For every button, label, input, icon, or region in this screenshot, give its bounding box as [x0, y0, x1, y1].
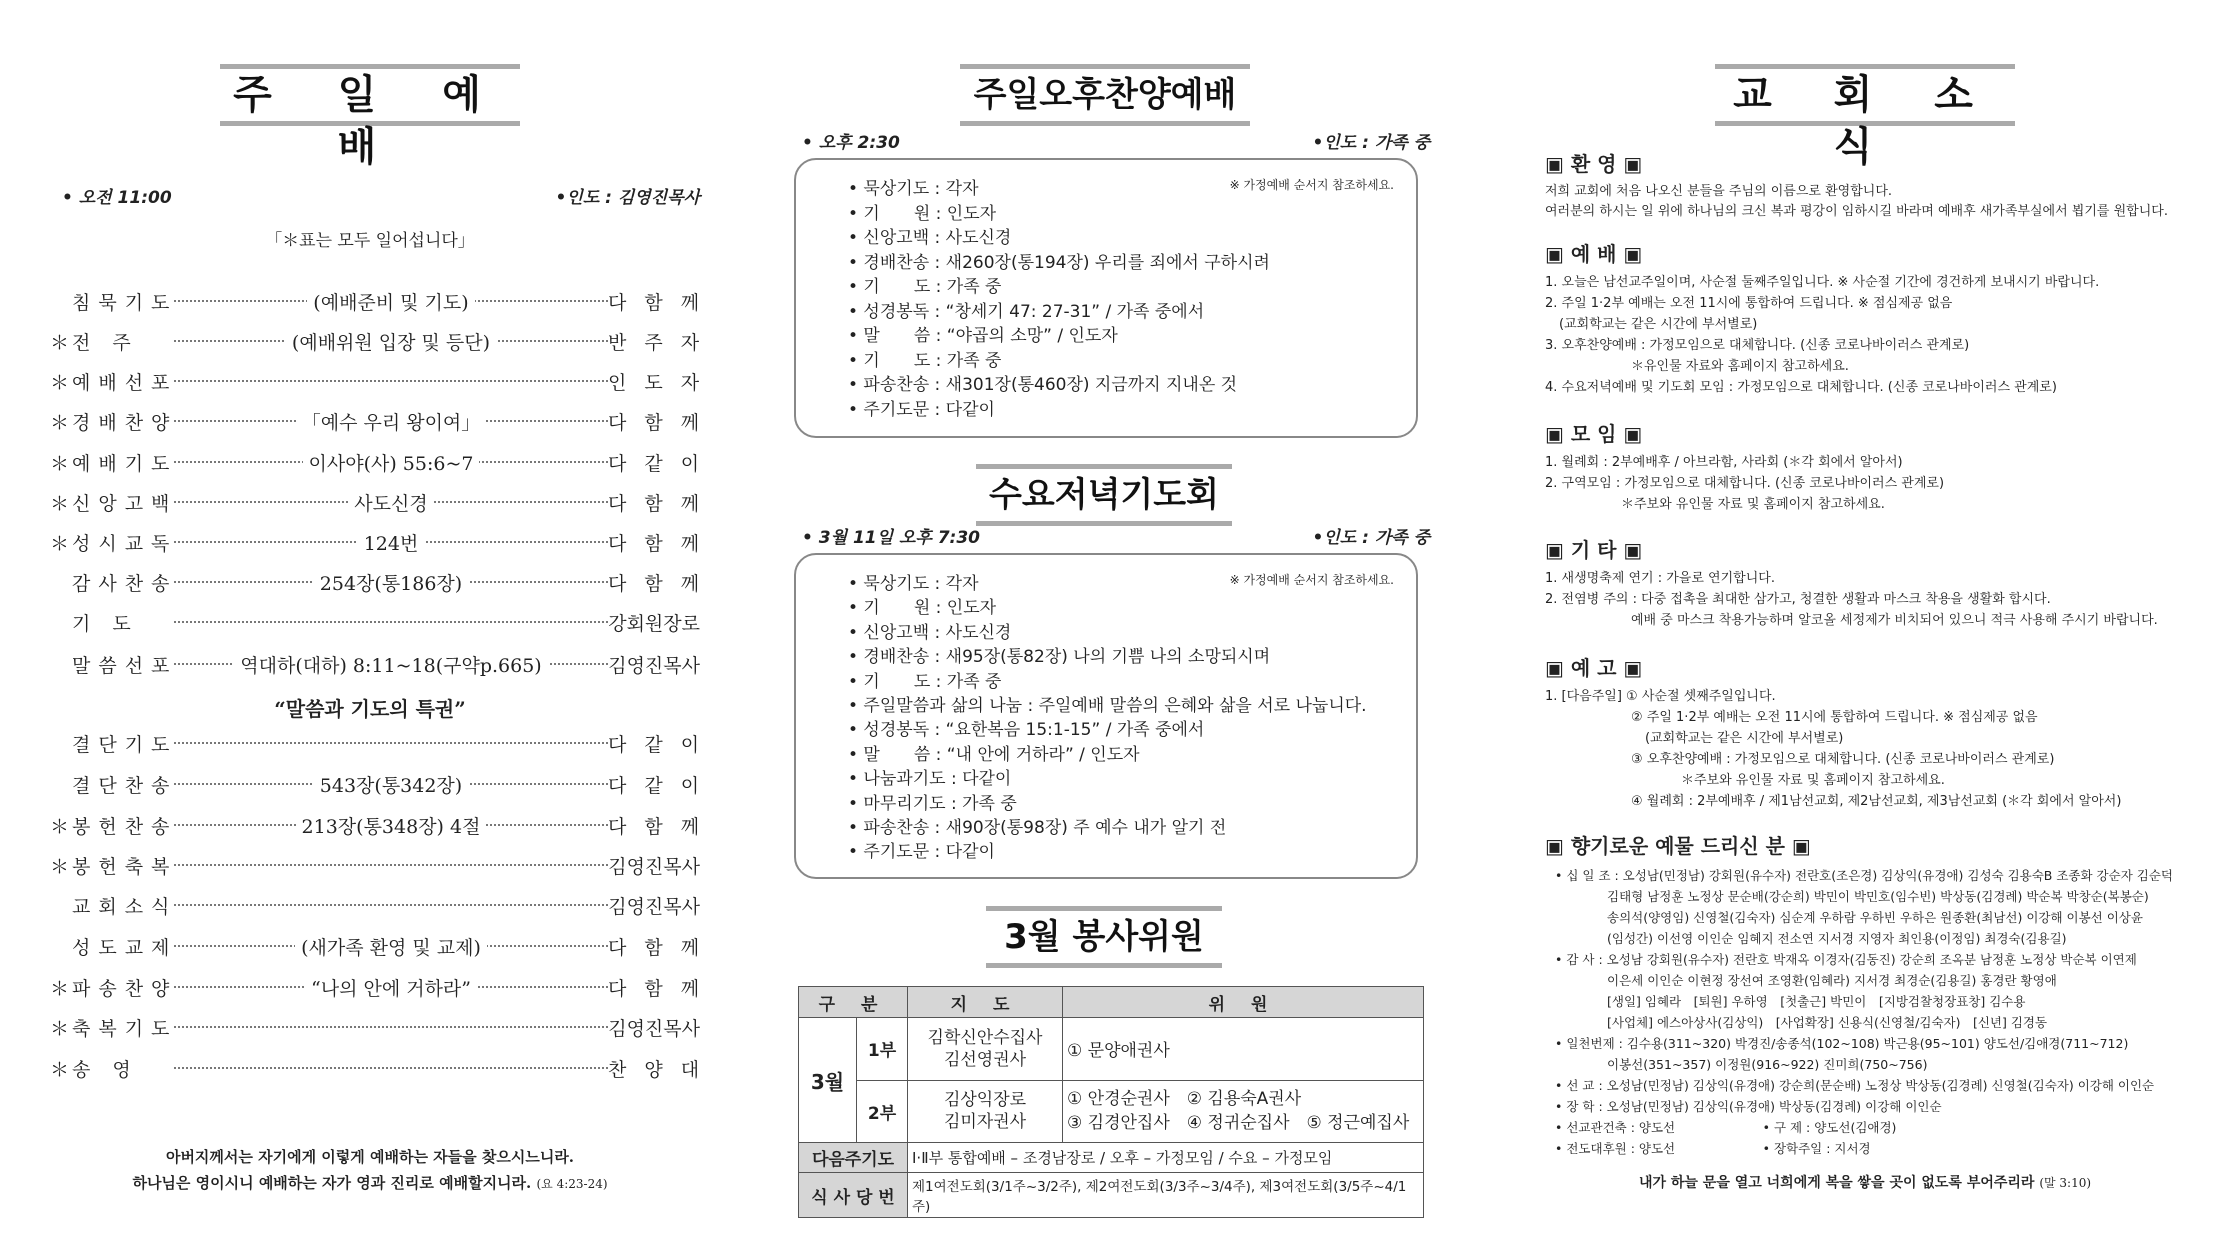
- order-row: [50, 408, 706, 448]
- order-item-content-text: 사도신경: [348, 493, 433, 515]
- order-item-leader: 강회원장로: [608, 613, 700, 635]
- welcome-heading: ▣ 환 영 ▣: [1545, 152, 1643, 176]
- welcome-line-2: 여러분의 하시는 일 위에 하나님의 크신 복과 평강이 임하시길 바라며 예배후 새가족부실에서 뵙기를 원합니다.: [1545, 204, 2168, 219]
- order-item-leader: 다 같 이: [608, 775, 706, 797]
- order-item-leader: 다 함 께: [608, 978, 706, 1000]
- order-line: • 묵상기도 : 각자: [848, 179, 979, 199]
- notice-heading: ▣ 예 고 ▣: [1545, 656, 1643, 680]
- notice-line-4: ④ 월례회 : 2부예배후 / 제1남선교회, 제2남선교회, 제3남선교회 (＊각 회에서 알아서): [1631, 794, 2122, 809]
- order-item-content: [174, 771, 608, 798]
- sunday-pm-order-box: [794, 158, 1418, 438]
- order-line: • 파송찬송 : 새90장(통98장) 주 예수 내가 알기 전: [848, 818, 1227, 838]
- dot-leader: [174, 621, 608, 623]
- part1-label: 1부: [857, 1018, 907, 1081]
- header-category: 구 분: [799, 987, 908, 1018]
- order-item-content: [174, 328, 608, 355]
- month-label: 3월: [799, 1018, 857, 1142]
- order-row: [50, 812, 706, 852]
- order-row: [50, 892, 700, 932]
- order-item-content: [174, 651, 608, 678]
- worship-line-2: 2. 주일 1·2부 예배는 오전 11시에 통합하여 드립니다. ※ 점심제공 없음: [1545, 296, 1953, 311]
- order-line: • 경배찬송 : 새95장(통82장) 나의 기쁨 나의 소망되시며: [848, 647, 1271, 668]
- order-item-name: 교회소식: [72, 896, 178, 918]
- offering-line: • 선교관건축 : 양도선 • 구 제 : 양도선(김애경): [1555, 1120, 1897, 1135]
- stand-marker: ＊: [50, 816, 70, 838]
- order-row: [50, 852, 700, 892]
- sunday-pm-note: ※ 가정예배 순서지 참조하세요.: [1229, 178, 1394, 192]
- stand-marker: ＊: [50, 493, 70, 515]
- service-title: 3월 봉사위원: [986, 906, 1222, 968]
- order-item-name: 신앙고백: [72, 493, 178, 515]
- stand-marker: ＊: [50, 533, 70, 555]
- offering-line: 이은세 이인순 이현정 장선여 조영환(임혜라) 지서경 최경순(김용길) 홍경란 황영애: [1607, 973, 2057, 988]
- order-line: • 주기도문 : 다같이: [848, 842, 995, 863]
- order-item-content: [174, 408, 608, 435]
- order-item-leader: 다 같 이: [608, 453, 706, 475]
- order-line: • 기 원 : 인도자: [848, 203, 997, 224]
- order-item-content: [174, 449, 608, 476]
- order-row: [50, 933, 706, 973]
- order-item-leader: 다 함 께: [608, 937, 706, 959]
- notice-line-2: ② 주일 1·2부 예배는 오전 11시에 통합하여 드립니다. ※ 점심제공 없음: [1631, 710, 2038, 725]
- part2-members: [1063, 1080, 1424, 1143]
- dot-leader: [174, 864, 608, 866]
- order-item-content-text: 213장(통348장) 4절: [296, 816, 487, 838]
- order-row: [50, 974, 706, 1014]
- sunday-pm-time: • 오후 2:30: [802, 133, 900, 153]
- order-item-content: [174, 812, 608, 839]
- worship-heading: ▣ 예 배 ▣: [1545, 242, 1643, 266]
- worship-line-4: 4. 수요저녁예배 및 기도회 모임 : 가정모임으로 대체합니다. (신종 코로나바이러스 관계로): [1545, 380, 2057, 395]
- order-item-leader: 김영진목사: [608, 655, 700, 677]
- order-item-leader: 김영진목사: [608, 856, 700, 878]
- church-news-title: 교 회 소 식: [1715, 64, 2015, 126]
- worship-line-1: 1. 오늘은 남선교주일이며, 사순절 둘째주일입니다. ※ 사순절 기간에 경건하게 보내시기 바랍니다.: [1545, 275, 2100, 290]
- verse-ref: (요 4:23-24): [536, 1177, 608, 1191]
- order-item-name: 경배찬양: [72, 412, 178, 434]
- header-members: 위 원: [1063, 987, 1424, 1018]
- part2-guide: 김상익장로 김미자권사: [908, 1080, 1063, 1143]
- order-item-content: [174, 489, 608, 516]
- offering-line: • 감 사 : 오성남 강회원(유수자) 전란호 박재옥 이경자(김동진) 강순희 조옥분 남정훈 노정상 박순복 이연제: [1555, 952, 2137, 967]
- stand-marker: ＊: [50, 856, 70, 878]
- stand-note: 「＊표는 모두 일어섭니다」: [265, 231, 475, 251]
- offering-line: [사업체] 에스아상사(김상익) [사업확장] 신용식(신영철/김숙자) [신년] 김경동: [1607, 1015, 2048, 1030]
- service-table: [798, 986, 1424, 1218]
- wed-time: • 3월 11일 오후 7:30: [802, 528, 980, 548]
- order-line: • 파송찬송 : 새301장(통460장) 지금까지 지내온 것: [848, 375, 1238, 395]
- offering-line: • 장 학 : 오성남(민정남) 김상익(유경애) 박상동(김경례) 이강해 이인순: [1555, 1099, 1942, 1114]
- order-line: • 주일말씀과 삶의 나눔 : 주일예배 말씀의 은혜와 삶을 서로 나눕니다.: [848, 696, 1367, 716]
- order-line: • 기 도 : 가족 중: [848, 671, 1002, 692]
- order-item-leader: 다 함 께: [608, 292, 706, 314]
- order-row: [50, 651, 700, 691]
- part2-members-line2: ③ 김경안집사 ④ 정귀순집사 ⑤ 정근예집사: [1067, 1113, 1410, 1134]
- order-row: [50, 1014, 700, 1054]
- table-row: [799, 1018, 1424, 1081]
- order-row: [50, 529, 706, 569]
- etc-line-2b: 예배 중 마스크 착용가능하며 알코올 세정제가 비치되어 있으니 적극 사용해 주시기 바랍니다.: [1631, 613, 2158, 628]
- dot-leader: [174, 1067, 608, 1069]
- wed-order-box: [794, 553, 1418, 879]
- meeting-line-2: 2. 구역모임 : 가정모임으로 대체합니다. (신종 코로나바이러스 관계로): [1545, 476, 1945, 491]
- order-line: • 신앙고백 : 사도신경: [848, 622, 1012, 643]
- order-row: [50, 1055, 706, 1095]
- worship-line-3b: ＊유인물 자료와 홈페이지 참고하세요.: [1631, 359, 1849, 374]
- verse-line-2-text: 하나님은 영이시니 예배하는 자가 영과 진리로 예배할지니라.: [132, 1174, 532, 1192]
- order-item-name: 결단찬송: [72, 775, 178, 797]
- notice-line-1: 1. [다음주일] ① 사순절 셋째주일입니다.: [1545, 689, 1776, 704]
- verse-line-1: 아버지께서는 자기에게 이렇게 예배하는 자들을 찾으시느니라.: [165, 1148, 575, 1166]
- order-item-leader: 김영진목사: [608, 1018, 700, 1040]
- sunday-worship-title: 주 일 예 배: [220, 64, 520, 126]
- order-item-leader: 다 함 께: [608, 412, 706, 434]
- next-prayer-value: Ⅰ·Ⅱ부 통합예배 – 조경남장로 / 오후 – 가정모임 / 수요 – 가정모임: [908, 1143, 1424, 1173]
- order-line: • 성경봉독 : “요한복음 15:1-15” / 가족 중에서: [848, 720, 1205, 741]
- offering-line: • 십 일 조 : 오성남(민정남) 강회원(유수자) 전란호(조은경) 김상익(유경애) 김성숙 김용숙B 조종화 강순자 김순덕: [1555, 868, 2173, 883]
- order-line: • 묵상기도 : 각자: [848, 574, 979, 594]
- order-item-name: 감사찬송: [72, 573, 178, 595]
- order-item-content: [174, 529, 608, 556]
- order-line: • 성경봉독 : “창세기 47: 27-31” / 가족 중에서: [848, 301, 1205, 322]
- order-line: • 신앙고백 : 사도신경: [848, 228, 1012, 248]
- worship-time: • 오전 11:00: [62, 188, 172, 208]
- dot-leader: [174, 904, 608, 906]
- offering-line: 이봉선(351~357) 이정원(916~922) 진미희(750~756): [1607, 1057, 1928, 1072]
- order-item-content-text: 이사야(사) 55:6~7: [303, 453, 480, 475]
- dot-leader: [174, 742, 608, 744]
- notice-line-2b: (교회학교는 같은 시간에 부서별로): [1645, 731, 1844, 746]
- next-prayer-label: 다음주기도: [799, 1143, 908, 1173]
- order-item-content: [174, 569, 608, 596]
- offering-line: • 선 교 : 오성남(민정남) 김상익(유경애) 강순희(문순배) 노정상 박상동(김경례) 신영철(김숙자) 이강해 이인순: [1555, 1078, 2155, 1093]
- stand-marker: ＊: [50, 372, 70, 394]
- order-item-leader: 다 함 께: [608, 816, 706, 838]
- sunday-pm-title: 주일오후찬양예배: [960, 64, 1250, 126]
- order-item-content-text: (새가족 환영 및 교제): [295, 937, 487, 959]
- order-item-name: 예배선포: [72, 372, 178, 394]
- part1-guide: 김학신안수집사 김선영권사: [908, 1018, 1063, 1081]
- order-line: • 나눔과기도 : 다같이: [848, 769, 1012, 790]
- order-item-name: 파송찬양: [72, 978, 178, 1000]
- dot-leader: [174, 1026, 608, 1028]
- offering-line: 김태형 남정훈 노정상 문순배(강순희) 박민이 박민호(임수빈) 박상동(김경례) 박순복 박창순(복봉순): [1607, 889, 2149, 904]
- order-row: [50, 771, 706, 811]
- meeting-line-1: 1. 월례회 : 2부예배후 / 아브라함, 사라회 (＊각 회에서 알아서): [1545, 455, 1903, 470]
- order-row: [50, 288, 706, 328]
- stand-marker: ＊: [50, 332, 70, 354]
- order-item-name: 성도교제: [72, 937, 178, 959]
- order-item-leader: 다 함 께: [608, 493, 706, 515]
- stand-marker: ＊: [50, 453, 70, 475]
- offering-line: • 전도대후원 : 양도선 • 장학주일 : 지서경: [1555, 1141, 1871, 1156]
- order-item-name: 말씀선포: [72, 655, 178, 677]
- meal-duty-value: 제1여전도회(3/1주~3/2주), 제2여전도회(3/3주~3/4주), 제3여전도회(3/5주~4/1주): [908, 1173, 1424, 1218]
- stand-marker: ＊: [50, 1059, 70, 1081]
- order-item-name: 봉헌찬송: [72, 816, 178, 838]
- order-item-content-text: 254장(통186장): [314, 573, 468, 595]
- stand-marker: ＊: [50, 412, 70, 434]
- meal-duty-label: 식 사 당 번: [799, 1173, 908, 1218]
- table-row: [799, 1143, 1424, 1173]
- part2-members-line1: ① 안경순권사 ② 김용숙A권사: [1067, 1089, 1302, 1110]
- etc-heading: ▣ 기 타 ▣: [1545, 538, 1643, 562]
- order-item-leader: 찬 양 대: [608, 1059, 706, 1081]
- part1-members: ① 문양애권사: [1063, 1018, 1424, 1081]
- sunday-pm-leader: •인도 : 가족 중: [1312, 133, 1430, 153]
- etc-line-1: 1. 새생명축제 연기 : 가을로 연기합니다.: [1545, 571, 1775, 586]
- order-item-leader: 다 함 께: [608, 533, 706, 555]
- order-item-name: 송 영: [72, 1059, 139, 1081]
- order-item-content-text: 역대하(대하) 8:11~18(구약p.665): [234, 655, 547, 677]
- order-item-content-text: 543장(통342장): [314, 775, 468, 797]
- order-row: [50, 328, 706, 368]
- wed-note: ※ 가정예배 순서지 참조하세요.: [1229, 573, 1394, 587]
- right-verse-ref: (말 3:10): [2039, 1176, 2092, 1190]
- order-item-leader: 인 도 자: [608, 372, 706, 394]
- order-item-leader: 다 함 께: [608, 573, 706, 595]
- order-row: [50, 449, 706, 489]
- part2-label: 2부: [867, 1103, 897, 1124]
- order-line: • 말 씀 : “내 안에 거하라” / 인도자: [848, 744, 1140, 765]
- order-item-name: 전 주: [72, 332, 139, 354]
- order-line: • 말 씀 : “야곱의 소망” / 인도자: [848, 326, 1118, 346]
- order-item-leader: 다 같 이: [608, 734, 706, 756]
- offering-line: 송의석(양영임) 신영철(김숙자) 심순계 우하람 우하빈 우하은 원종환(최남선) 이강해 이봉선 이상윤: [1607, 910, 2143, 925]
- order-item-leader: 반 주 자: [608, 332, 706, 354]
- order-line: • 경배찬송 : 새260장(통194장) 우리를 죄에서 구하시려: [848, 252, 1270, 273]
- order-line: • 주기도문 : 다같이: [848, 399, 995, 420]
- sermon-title: “말씀과 기도의 특권”: [274, 697, 466, 721]
- order-item-name: 축복기도: [72, 1018, 178, 1040]
- order-item-content-text: 124번: [358, 533, 425, 555]
- right-verse-text: 내가 하늘 문을 열고 너희에게 복을 쌓을 곳이 없도록 부어주리라: [1638, 1175, 2035, 1191]
- offering-line: • 일천번제 : 김수용(311~320) 박경진/송종석(102~108) 박근용(95~101) 양도선/김애경(711~712): [1555, 1036, 2129, 1051]
- wed-leader: •인도 : 가족 중: [1312, 528, 1430, 548]
- etc-line-2: 2. 전염병 주의 : 다중 접촉을 최대한 삼가고, 청결한 생활과 마스크 착용을 생활화 합시다.: [1545, 592, 2051, 607]
- order-item-content-text: (예배준비 및 기도): [307, 292, 474, 314]
- order-line: • 마무리기도 : 가족 중: [848, 793, 1017, 814]
- order-item-name: 결단기도: [72, 734, 178, 756]
- order-item-name: 예배기도: [72, 453, 178, 475]
- order-row: [50, 730, 706, 770]
- welcome-line-1: 저희 교회에 처음 나오신 분들을 주님의 이름으로 환영합니다.: [1545, 184, 1893, 199]
- offering-line: (임성간) 이선영 이인순 임혜지 전소연 지서경 지영자 최인용(이정임) 최경숙(김용길): [1607, 931, 2067, 946]
- meeting-line-2b: ＊주보와 유인물 자료 및 홈페이지 참고하세요.: [1621, 497, 1885, 512]
- worship-line-2b: (교회학교는 같은 시간에 부서별로): [1559, 317, 1758, 332]
- order-item-content: [174, 933, 608, 960]
- worship-leader: •인도 : 김영진목사: [555, 188, 700, 208]
- order-item-leader: 김영진목사: [608, 896, 700, 918]
- order-item-content: [174, 288, 608, 315]
- stand-marker: ＊: [50, 978, 70, 1000]
- verse-line-2: [40, 1172, 700, 1193]
- offering-heading: ▣ 향기로운 예물 드리신 분 ▣: [1545, 834, 1811, 858]
- month-cell: [799, 1018, 908, 1143]
- order-item-name: 기 도: [72, 613, 139, 635]
- order-item-content-text: 「예수 우리 왕이여」: [296, 412, 487, 434]
- wed-prayer-title: 수요저녁기도회: [976, 464, 1232, 526]
- order-item-name: 침묵기도: [72, 292, 178, 314]
- table-row: [799, 1173, 1424, 1218]
- order-item-name: 봉헌축복: [72, 856, 178, 878]
- order-row: [50, 569, 706, 609]
- order-item-content-text: (예배위원 입장 및 등단): [286, 332, 496, 354]
- header-guide: 지 도: [908, 987, 1063, 1018]
- worship-line-3: 3. 오후찬양예배 : 가정모임으로 대체합니다. (신종 코로나바이러스 관계로): [1545, 338, 1970, 353]
- order-item-name: 성시교독: [72, 533, 178, 555]
- order-row: [50, 489, 706, 529]
- dot-leader: [174, 380, 608, 382]
- order-line: • 기 도 : 가족 중: [848, 277, 1002, 297]
- order-row: [50, 368, 706, 408]
- order-line: • 기 도 : 가족 중: [848, 350, 1002, 371]
- order-line: • 기 원 : 인도자: [848, 598, 997, 619]
- service-table-header: [799, 987, 1424, 1018]
- notice-line-3b: ＊주보와 유인물 자료 및 홈페이지 참고하세요.: [1681, 773, 1945, 788]
- offering-line: [생일] 임혜라 [퇴원] 우하영 [첫출근] 박민이 [지방검찰청장표창] 김수용: [1607, 994, 2026, 1009]
- notice-line-3: ③ 오후찬양예배 : 가정모임으로 대체합니다. (신종 코로나바이러스 관계로): [1631, 752, 2055, 767]
- order-item-content-text: “나의 안에 거하라”: [305, 978, 477, 1000]
- order-row: [50, 609, 700, 649]
- stand-marker: ＊: [50, 1018, 70, 1040]
- order-item-content: [174, 974, 608, 1001]
- meeting-heading: ▣ 모 임 ▣: [1545, 422, 1643, 446]
- right-bottom-verse: [1545, 1172, 2185, 1192]
